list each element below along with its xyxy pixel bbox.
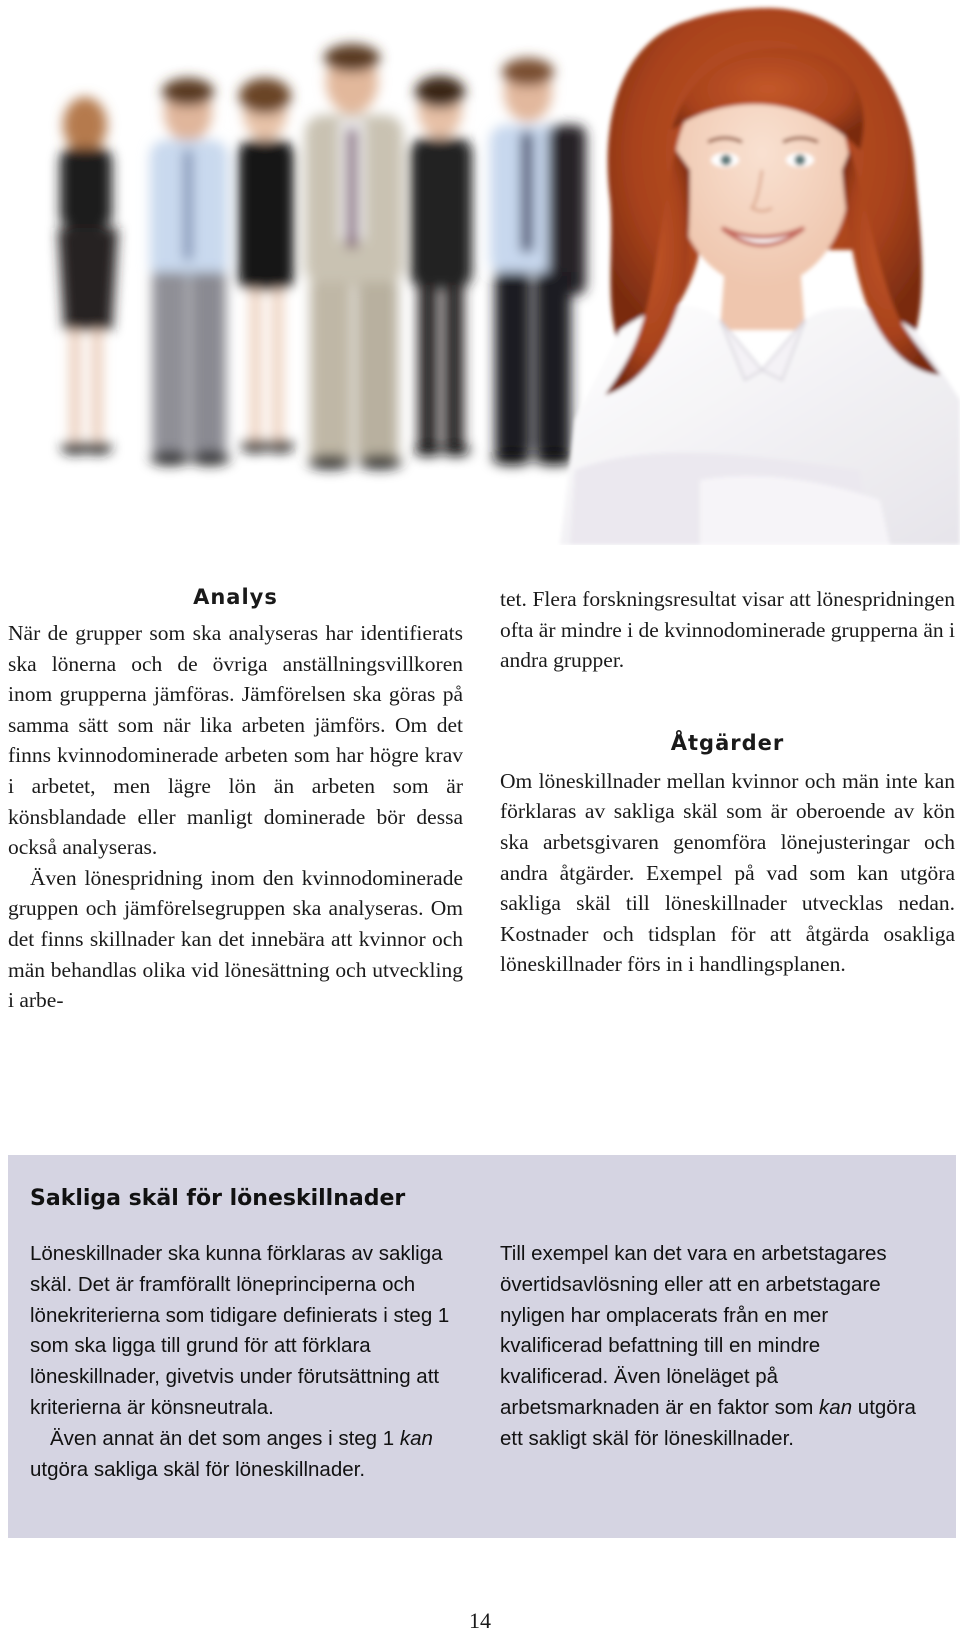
person-1 [58, 97, 118, 454]
info-box-column-right [500, 1239, 925, 1455]
info-box-paragraph-2-emphasis: kan [399, 1426, 433, 1450]
info-box-paragraph-3-emphasis: kan [819, 1395, 853, 1419]
atgarder-heading: Åtgärder [670, 730, 785, 755]
analys-paragraph-2-part-2: tet. Flera forskningsresultat visar att lönespridningen ofta är mindre i de kvinnodominerade grupperna än i andra grupper. [500, 587, 955, 673]
page-number: 14 [469, 1608, 491, 1633]
analys-paragraph-2-part-1: Även lönespridning inom den kvinnodominerade gruppen och jämförelsegruppen ska analyseras. Om det finns skillnader kan det innebära att kvinnor och män behandlas olika vid lönesättning och utveckling i arbe- [8, 865, 463, 1013]
info-box-paragraph-2 [30, 1424, 455, 1486]
analys-paragraph-1: När de grupper som ska analyseras har identifierats ska lönerna och de övriga anställningsvillkoren inom grupperna jämföras. Jämförelsen ska göras på samma sätt som när lika arbeten jämförs. Om det finns kvinnodominerade arbeten som har högre krav i arbetet, men lägre lön än arbeten som är könsblandade eller manligt dominerade bör dessa också analyseras. [8, 621, 463, 860]
person-4 [305, 44, 403, 469]
info-box-column-left [30, 1239, 455, 1485]
info-box [8, 1155, 956, 1538]
header-photo [0, 0, 960, 545]
background-people [58, 44, 586, 469]
info-box-paragraph-2-pre: Även annat än det som anges i steg 1 [50, 1426, 400, 1450]
analys-heading: Analys [193, 585, 278, 609]
foreground-woman [560, 8, 960, 545]
person-2 [150, 78, 230, 465]
person-5 [410, 76, 472, 456]
info-box-paragraph-2-post: utgöra sakliga skäl för löneskillnader. [30, 1457, 366, 1481]
atgarder-paragraph: Om löneskillnader mellan kvinnor och män inte kan förklaras av sakliga skäl som är oberoende av kön ska arbetsgivaren genomföra lönejusteringar och andra åtgärder. Exempel på vad som kan utgöra sakliga skäl till löneskillnader utvecklas nedan. Kostnader och tidsplan för att åtgärda osakliga löneskillnader förs in i handlingsplanen. [500, 768, 955, 977]
person-6 [490, 58, 586, 465]
info-box-paragraph-3 [500, 1239, 925, 1455]
person-3 [238, 78, 294, 452]
info-box-paragraph-1: Löneskillnader ska kunna förklaras av sakliga skäl. Det är framförallt löneprinciperna och lönekriterierna som tidigare definierats i steg 1 som ska ligga till grund för att förklara löneskillnader, givetvis under förutsättning att kriterierna är könsneutrala. [30, 1242, 450, 1419]
article-column-left [8, 584, 463, 1016]
info-box-title: Sakliga skäl för löneskillnader [30, 1186, 406, 1211]
info-box-paragraph-3-post: utgöra ett sakligt skäl för löneskillnader. [500, 1395, 916, 1450]
info-box-paragraph-3-pre: Till exempel kan det vara en arbetstagares övertidsavlösning eller att en arbetstagare nyligen har omplacerats från en mer kvalificerad befattning till en mindre kvalificerad. Även löneläget på arbetsmarknaden är en faktor som [500, 1242, 887, 1419]
article-column-right [500, 584, 955, 980]
